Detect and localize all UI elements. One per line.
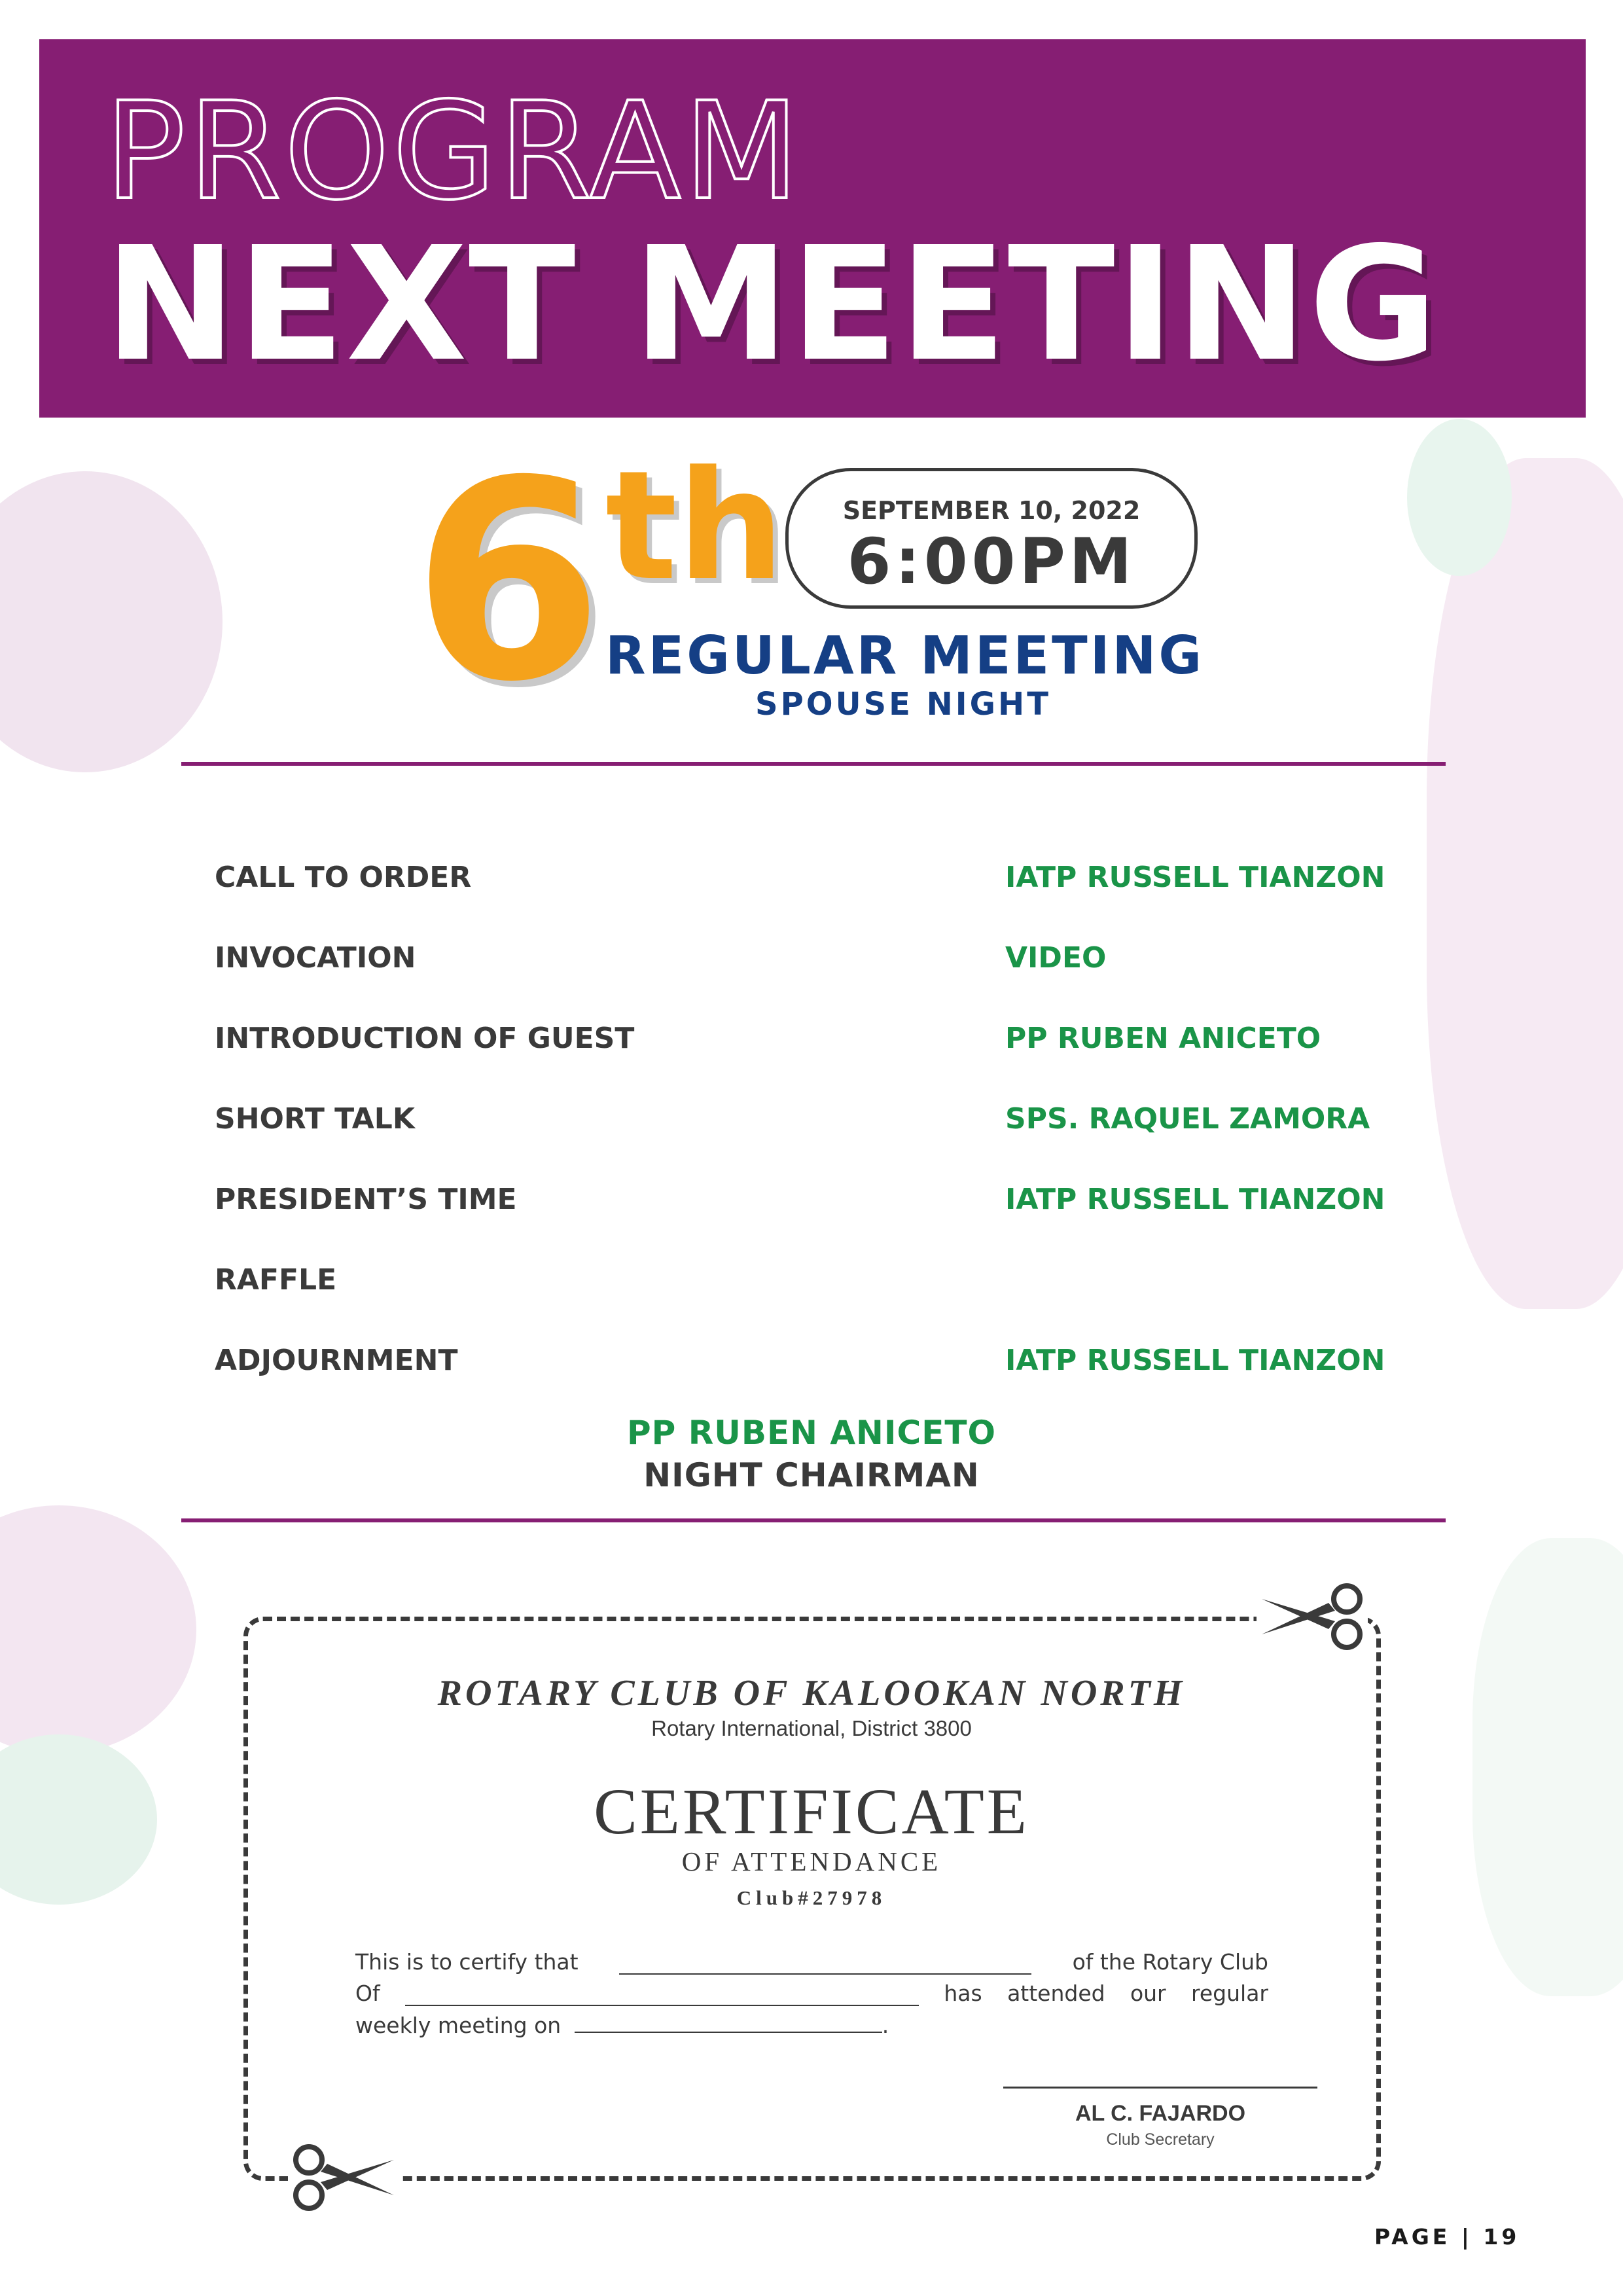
certificate-district: Rotary International, District 3800 [651,1716,972,1740]
program-person: VIDEO [1005,941,1107,975]
signatory-role: Club Secretary [1106,2130,1215,2149]
meeting-ordinal-suffix: th [605,439,785,614]
certificate-club-name: ROTARY CLUB OF KALOOKAN NORTH [437,1673,1186,1713]
certificate-club-number: Club#27978 [736,1886,887,1909]
certificate-line-1 [355,1949,1268,1975]
program-item: ADJOURNMENT [215,1344,458,1377]
header-program: PROGRAM [105,74,802,230]
header-next-meeting: NEXT MEETING [105,213,1439,396]
program-person: IATP RUSSELL TIANZON [1005,1183,1385,1216]
meeting-ordinal-number: 6 [412,422,604,742]
meeting-title: REGULAR MEETING [605,625,1205,686]
certificate-text: has [944,1981,982,2006]
header-banner [39,39,1586,418]
program-row [215,941,1393,980]
page-number: PAGE | 19 [1374,2224,1520,2250]
program-row [215,861,1393,900]
certificate-text: attended [1007,1981,1105,2006]
program-row [215,1344,1393,1383]
divider-bottom [181,1518,1446,1522]
program-row [215,1102,1393,1141]
program-item: PRESIDENT’S TIME [215,1183,517,1216]
certificate-text: This is to certify that [355,1949,579,1975]
date-time-badge [785,468,1198,609]
night-chairman-role: NIGHT CHAIRMAN [643,1456,980,1494]
certificate-title: CERTIFICATE [594,1775,1029,1848]
signatory-name: AL C. FAJARDO [1075,2101,1246,2126]
program-person: IATP RUSSELL TIANZON [1005,861,1385,894]
program-person: PP RUBEN ANICETO [1005,1022,1321,1055]
certificate-text: regular [1191,1981,1268,2006]
program-row [215,1022,1393,1061]
certificate-text: weekly meeting on [355,2013,562,2038]
program-row [215,1263,1393,1302]
program-person: SPS. RAQUEL ZAMORA [1005,1102,1370,1136]
program-item: INTRODUCTION OF GUEST [215,1022,635,1055]
name-blank [619,1954,1031,1975]
scissors-icon [288,2142,399,2214]
program-person: IATP RUSSELL TIANZON [1005,1344,1385,1377]
meeting-date: SEPTEMBER 10, 2022 [842,496,1141,525]
date-blank [575,2012,882,2033]
certificate-subtitle: OF ATTENDANCE [681,1846,942,1876]
certificate-text: . [882,2013,889,2038]
program-item: RAFFLE [215,1263,337,1297]
meeting-time: 6:00PM [847,525,1136,598]
program-row [215,1183,1393,1222]
certificate-line-3 [355,2012,1268,2038]
program-item: INVOCATION [215,941,416,975]
signature-line [1003,2087,1317,2089]
certificate-text: of the Rotary Club [1072,1949,1268,1975]
program-item: SHORT TALK [215,1102,415,1136]
scissors-icon [1257,1581,1368,1653]
certificate-text: Of [355,1981,380,2006]
certificate-text: our [1130,1981,1166,2006]
night-chairman-name: PP RUBEN ANICETO [627,1414,996,1452]
meeting-subtitle: SPOUSE NIGHT [755,686,1051,723]
program-item: CALL TO ORDER [215,861,472,894]
certificate-line-2 [355,1981,1268,2006]
club-blank [405,1985,919,2006]
divider-top [181,762,1446,766]
